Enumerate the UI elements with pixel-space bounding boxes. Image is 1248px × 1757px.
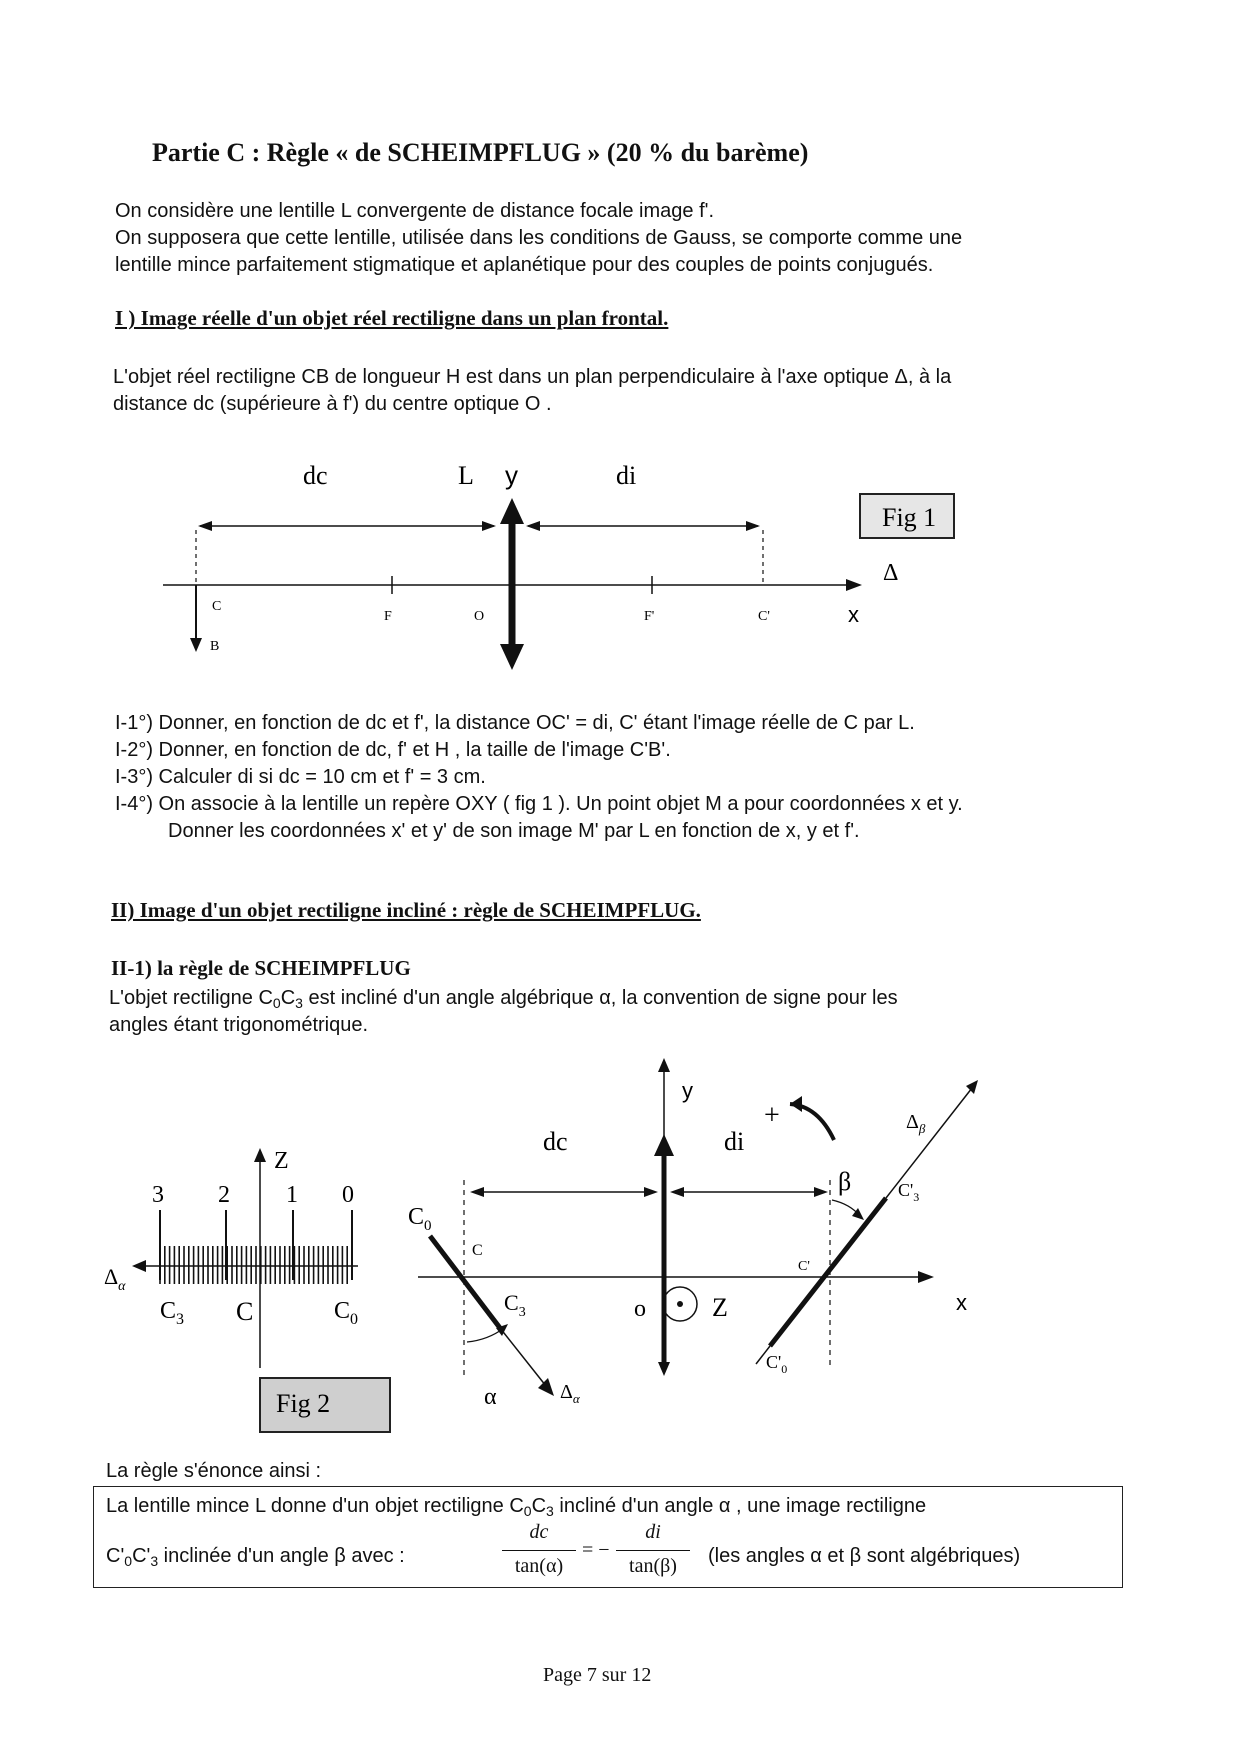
- fig2-Z-dot: [677, 1301, 683, 1307]
- section1-heading: I ) Image réelle d'un objet réel rectiligne dans un plan frontal.: [115, 306, 669, 330]
- fig2-di-label: di: [724, 1127, 745, 1156]
- intro-line-1: On considère une lentille L convergente de distance focale image f'.: [115, 200, 715, 222]
- fig1-lens-top-arrow: [500, 498, 524, 524]
- fig2-x-label: x: [956, 1290, 967, 1315]
- fig2-ruler-Z-arrowhead: [254, 1148, 266, 1162]
- fig1-C-label: C: [212, 599, 222, 614]
- fig2-alpha-label: α: [484, 1384, 497, 1410]
- fig1-lens-bottom-arrow: [500, 644, 524, 670]
- rule-intro: La règle s'énonce ainsi :: [106, 1460, 322, 1482]
- rule-equals-minus: = −: [582, 1539, 610, 1561]
- fig2-C-label: C: [472, 1242, 483, 1259]
- fig2-di-arrow-right: [814, 1187, 828, 1197]
- fig2-y-arrowhead: [658, 1058, 670, 1072]
- fig2-image-Cp0Cp3: [770, 1198, 886, 1346]
- fig2-label: Fig 2: [276, 1389, 331, 1418]
- fig1-Cp-label: C': [758, 609, 770, 624]
- fig1-L-label: L: [458, 461, 474, 490]
- fig2-Cp-label: C': [798, 1259, 810, 1274]
- fig2-C3-label: $C_3$: [504, 1290, 526, 1320]
- fig1-delta-label: Δ: [883, 560, 899, 586]
- question-I-3: I-3°) Calculer di si dc = 10 cm et f' = 3 cm.: [115, 766, 486, 788]
- fig2-ruler-C0: $C_0$: [334, 1298, 359, 1328]
- fig2-beta-label: β: [838, 1167, 852, 1196]
- fig2-plus-sign: +: [764, 1100, 780, 1131]
- rule-fraction-2-num: di: [645, 1521, 661, 1543]
- fig2-ruler-delta-alpha: $\Delta_\alpha$: [104, 1264, 126, 1294]
- rule-line-2: $C'_0C'_3$ inclinée d'un angle β avec :: [106, 1545, 405, 1569]
- fig2-dc-arrow-left: [470, 1187, 484, 1197]
- section1-para-1: L'objet réel rectiligne CB de longueur H est dans un plan perpendiculaire à l'axe optique Δ, à la: [113, 366, 952, 388]
- fig2-ruler-num-3: 3: [152, 1182, 164, 1208]
- fig2-diagram: [0, 1050, 1248, 1460]
- fig1-dc-arrowhead-left: [198, 521, 212, 531]
- fig1-axis-arrowhead: [846, 579, 862, 591]
- section2-para-1: L'objet rectiligne $C_0C_3$ est incliné d'un angle algébrique α, la convention de signe pour les: [109, 987, 898, 1011]
- fig2-delta-beta-label: $\Delta_\beta$: [906, 1111, 926, 1136]
- fig2-lens-top-arrow: [654, 1134, 674, 1156]
- fig1-x-label: x: [848, 602, 859, 627]
- fig2-ruler-C: C: [236, 1297, 254, 1326]
- fig1-y-label: y: [505, 460, 518, 490]
- fig1-di-arrowhead-left: [526, 521, 540, 531]
- rule-fraction-2-den: tan(β): [629, 1555, 677, 1577]
- question-I-2: I-2°) Donner, en fonction de dc, f' et H , la taille de l'image C'B'.: [115, 739, 671, 761]
- fig1-F-label: F: [384, 609, 392, 624]
- fig2-o-label: o: [634, 1296, 646, 1322]
- fig2-rotation-arrowhead: [790, 1096, 802, 1112]
- fig2-Cp3-label: $C'_3$: [898, 1180, 920, 1204]
- section2-subheading: II-1) la règle de SCHEIMPFLUG: [111, 956, 411, 980]
- fig1-di-label: di: [616, 461, 637, 490]
- fig2-ruler-Z-label: Z: [274, 1148, 289, 1174]
- fig1-di-arrowhead-right: [746, 521, 760, 531]
- fig2-delta-alpha-label: $\Delta_\alpha$: [560, 1381, 580, 1406]
- rule-fraction-1-bar: [502, 1550, 576, 1551]
- fig2-rotation-arrow: [790, 1104, 834, 1140]
- fig2-delta-alpha-line: [500, 1328, 546, 1386]
- question-I-1: I-1°) Donner, en fonction de dc et f', la distance OC' = di, C' étant l'image réelle de C par L.: [115, 712, 915, 734]
- fig2-delta-alpha-arrowhead: [538, 1378, 554, 1396]
- fig2-ruler-num-0: 0: [342, 1182, 354, 1208]
- rule-fraction-2-bar: [616, 1550, 690, 1551]
- fig2-dc-arrow-right: [644, 1187, 658, 1197]
- fig2-Z-label: Z: [712, 1293, 728, 1322]
- fig1-object-arrowhead: [190, 638, 202, 652]
- fig2-x-arrowhead: [918, 1271, 934, 1283]
- fig1-dc-arrowhead-right: [482, 521, 496, 531]
- fig1-B-label: B: [210, 639, 220, 654]
- fig2-ruler-C3: $C_3$: [160, 1298, 185, 1328]
- fig2-ruler-ticks: [160, 1246, 347, 1284]
- fig2-C0-label: $C_0$: [408, 1204, 432, 1234]
- question-I-4: I-4°) On associe à la lentille un repère OXY ( fig 1 ). Un point objet M a pour coordonnées x et y.: [115, 793, 963, 815]
- fig2-ruler-axis-arrowhead: [132, 1260, 146, 1272]
- rule-line-2-note: (les angles α et β sont algébriques): [708, 1545, 1021, 1567]
- fig2-object-C0C3: [430, 1236, 500, 1328]
- fig1-diagram: [0, 440, 1248, 670]
- rule-fraction-1-den: tan(α): [514, 1555, 564, 1577]
- fig2-ruler-num-2: 2: [218, 1182, 230, 1208]
- section1-para-2: distance dc (supérieure à f') du centre optique O .: [113, 393, 552, 415]
- fig1-label: Fig 1: [882, 503, 937, 532]
- fig2-delta-beta-arrowhead: [966, 1080, 978, 1094]
- fig1-dc-label: dc: [303, 461, 328, 490]
- fig2-di-arrow-left: [670, 1187, 684, 1197]
- rule-box: [93, 1486, 1123, 1588]
- section2-heading: II) Image d'un objet rectiligne incliné : règle de SCHEIMPFLUG.: [111, 898, 701, 922]
- question-I-4-cont: Donner les coordonnées x' et y' de son image M' par L en fonction de x, y et f'.: [168, 820, 860, 842]
- intro-line-3: lentille mince parfaitement stigmatique et aplanétique pour des couples de points conjugués.: [115, 254, 934, 276]
- fig1-Fp-label: F': [644, 609, 655, 624]
- fig2-y-label: y: [682, 1078, 693, 1103]
- rule-line-1: La lentille mince L donne d'un objet rectiligne $C_0C_3$ incliné d'un angle α , une image rectiligne: [106, 1495, 927, 1519]
- page-footer: Page 7 sur 12: [543, 1664, 652, 1686]
- fig1-O-label: O: [474, 609, 485, 624]
- page-title: Partie C : Règle « de SCHEIMPFLUG » (20 % du barème): [152, 138, 809, 167]
- rule-fraction-1-num: dc: [529, 1521, 549, 1543]
- fig2-Cp0-label: $C'_0$: [766, 1352, 788, 1376]
- fig2-ruler-num-1: 1: [286, 1182, 298, 1208]
- section2-para-2: angles étant trigonométrique.: [109, 1014, 369, 1036]
- fig2-dc-label: dc: [543, 1127, 568, 1156]
- intro-line-2: On supposera que cette lentille, utilisée dans les conditions de Gauss, se comporte comme une: [115, 227, 963, 249]
